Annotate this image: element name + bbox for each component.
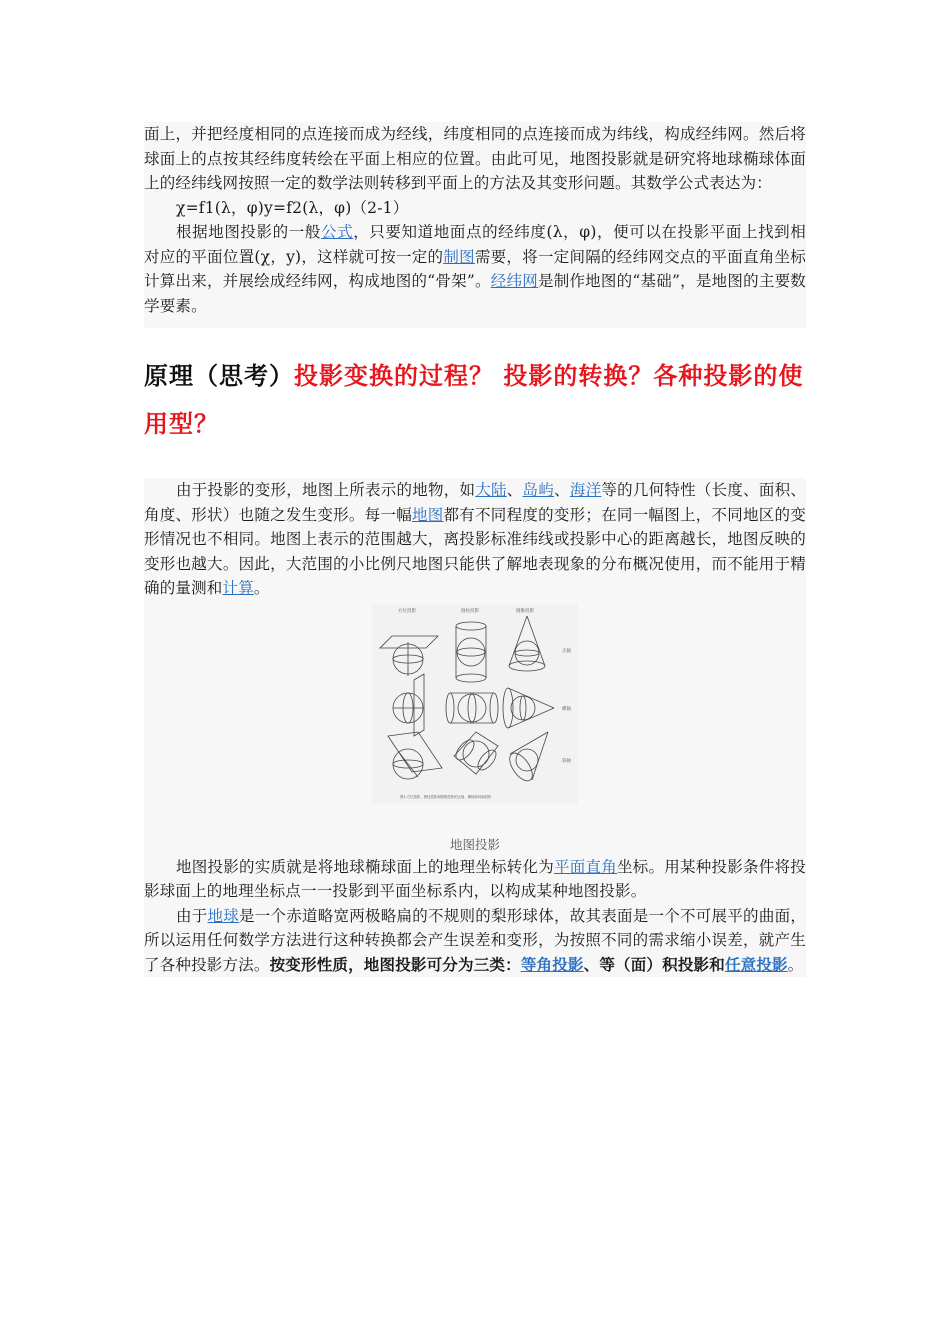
heading-red-part: 投影变换的过程？ 投影的转换？各种投影的使用型？ xyxy=(144,361,804,438)
text-span: 、 xyxy=(506,481,523,499)
text-span: 是制作地图的“基础”，是地图的主要数学要素。 xyxy=(144,272,807,315)
text-span: 由于 xyxy=(176,906,208,925)
row-label-oblique: 斜轴 xyxy=(562,758,571,764)
text-span: 都有不同程度的变形；在同一幅图上，不同地区的变形情况也不相同。地图上表示的范围越大，离投影标准纬线或投影中心的距离越长，地图反映的变形也越大。因此，大范围的小比例尺地图只能供了解地表现象的分布概况使用，而不能用于精确的量测和 xyxy=(144,505,807,597)
section-heading xyxy=(144,352,806,448)
link-arbitrary-projection[interactable]: 任意投影 xyxy=(724,954,788,974)
paragraph-essence xyxy=(144,855,806,904)
bold-text: 按变形性质，地图投影可分为三类： xyxy=(269,954,521,974)
bold-text: 、等（面）积投影和 xyxy=(583,954,725,974)
paragraph-distortion xyxy=(144,478,806,601)
projection-diagram-image xyxy=(372,604,578,804)
intro-block xyxy=(144,122,806,328)
paragraph-classification xyxy=(144,904,806,978)
paragraph-formula-explanation xyxy=(144,220,806,318)
link-formula[interactable]: 公式 xyxy=(320,223,354,241)
link-ocean[interactable]: 海洋 xyxy=(569,481,602,499)
link-cartography[interactable]: 制图 xyxy=(443,247,475,266)
figure-caption: 地图投影 xyxy=(449,836,500,852)
projection-figure xyxy=(144,601,806,855)
figure-note: 图3 方位投影、圆柱投影和圆锥投影的正轴、横轴和斜轴投影 xyxy=(400,794,492,799)
text-span: 是一个赤道略宽两极略扁的不规则的梨形球体，故其表面是一个不可展平的曲面，所以运用任何数学方法进行这种转换都会产生误差和变形，为按照不同的需求缩小误差，就产生了各种投影方法。 xyxy=(144,906,807,974)
distortion-block xyxy=(144,478,806,855)
text-span: 根据地图投影的一般 xyxy=(176,223,321,241)
link-continent[interactable]: 大陆 xyxy=(475,481,507,499)
col-label-conic: 圆锥投影 xyxy=(516,608,534,614)
col-label-azimuthal: 方位投影 xyxy=(398,608,416,614)
link-map[interactable]: 地图 xyxy=(411,505,444,524)
heading-black-part: 原理（思考） xyxy=(144,361,294,390)
link-conformal-projection[interactable]: 等角投影 xyxy=(520,954,584,974)
text-span: 。 xyxy=(253,579,270,597)
text-span: 等的几何特性（长度、面积、角度、形状）也随之发生变形。每一幅 xyxy=(144,481,807,524)
essence-block xyxy=(144,855,806,978)
link-plane-rectangular[interactable]: 平面直角 xyxy=(554,857,618,876)
row-label-transverse: 横轴 xyxy=(562,706,571,712)
text-span: ，只要知道地面点的经纬度(λ，φ)，便可以在投影平面上找到相对应的平面位置(χ，y)，这样就可按一定的 xyxy=(144,223,806,266)
link-calculation[interactable]: 计算 xyxy=(222,579,254,597)
link-graticule[interactable]: 经纬网 xyxy=(490,272,538,290)
text-span: 、 xyxy=(554,481,570,499)
row-label-normal: 正轴 xyxy=(562,648,571,654)
text-span: 坐标。用某种投影条件将投影球面上的地理坐标点一一投影到平面坐标系内，以构成某种地图投影。 xyxy=(144,857,806,900)
col-label-cylindrical: 圆柱投影 xyxy=(461,608,479,614)
formula: χ=f1(λ，φ)y=f2(λ，φ)（2-1） xyxy=(176,198,409,217)
article-content xyxy=(144,122,806,977)
text-span: 地图投影的实质就是将地球椭球面上的地理坐标转化为 xyxy=(176,857,555,876)
text-span: 由于投影的变形，地图上所表示的地物，如 xyxy=(176,481,476,499)
text-span: 需要，将一定间隔的经纬网交点的平面直角坐标计算出来，并展绘成经纬网，构成地图的“骨架”。 xyxy=(144,247,806,290)
text-span: 。 xyxy=(787,955,804,974)
link-island[interactable]: 岛屿 xyxy=(522,481,555,499)
link-earth[interactable]: 地球 xyxy=(207,906,240,925)
paragraph-intro: 面上，并把经度相同的点连接而成为经线，纬度相同的点连接而成为纬线，构成经纬网。然后将球面上的点按其经纬度转绘在平面上相应的位置。由此可见，地图投影就是研究将地球椭球体面上的经纬线网按照一定的数学法则转移到平面上的方法及其变形问题。其数学公式表达为： xyxy=(144,125,806,192)
